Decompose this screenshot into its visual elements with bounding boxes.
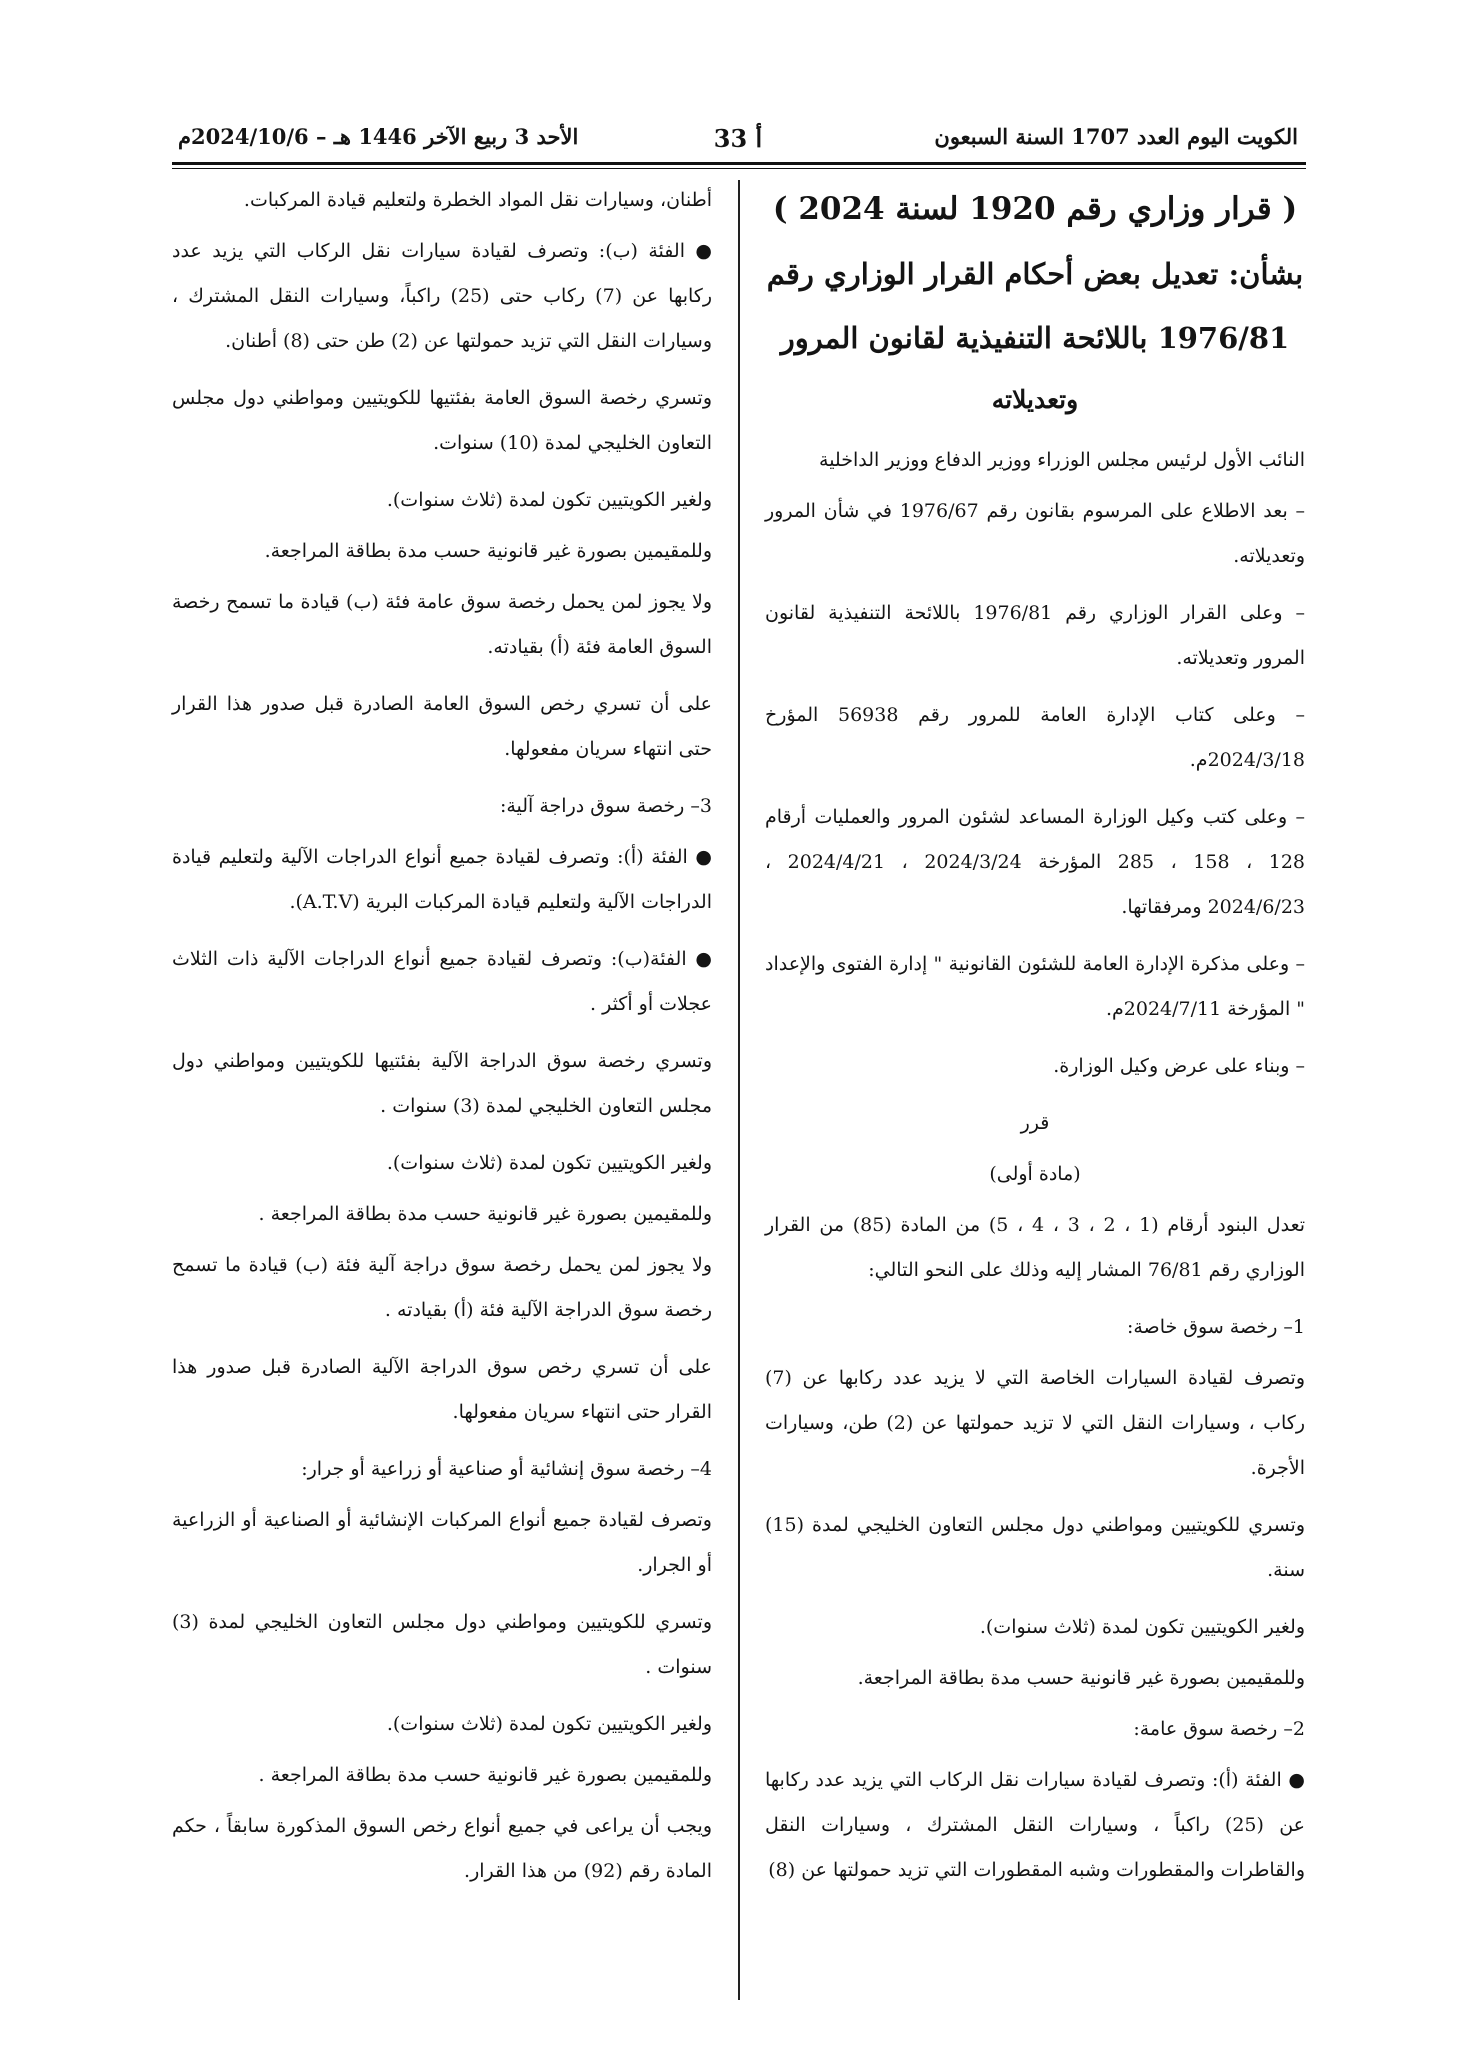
- article-paragraph: تعدل البنود أرقام (1 ، 2 ، 3 ، 4 ، 5) من المادة (85) من القرار الوزاري رقم 76/81 المشار إليه وذلك على النحو التالي:: [765, 1214, 1306, 1281]
- body-paragraph: ولغير الكويتيين تكون لمدة (ثلاث سنوات).: [386, 1713, 712, 1735]
- preamble-paragraph: – وبناء على عرض وكيل الوزارة.: [1053, 1055, 1305, 1077]
- body-paragraph: ● الفئة (أ): وتصرف لقيادة سيارات نقل الركاب التي يزيد عدد ركابها عن (25) راكباً ، وسيارات النقل المشترك ، وسيارات النقل والقاطرات والمقطورات وشبه المقطورات التي تزيد حمولتها عن (8): [765, 1769, 1305, 1881]
- body-paragraph: وتصرف لقيادة جميع أنواع المركبات الإنشائية أو الصناعية أو الزراعية أو الجرار.: [172, 1509, 712, 1576]
- body-paragraph: ولا يجوز لمن يحمل رخصة سوق دراجة آلية فئة (ب) قيادة ما تسمح رخصة سوق الدراجة الآلية فئة (أ) بقيادته .: [172, 1254, 712, 1321]
- body-paragraph: وللمقيمين بصورة غير قانونية حسب مدة بطاقة المراجعة .: [258, 1764, 712, 1786]
- body-paragraph: وللمقيمين بصورة غير قانونية حسب مدة بطاقة المراجعة.: [264, 540, 712, 562]
- header-issue: الكويت اليوم العدد 1707 السنة السبعون: [934, 124, 1298, 149]
- column-divider: [738, 180, 740, 2000]
- decree-title: ( قرار وزاري رقم 1920 لسنة 2024 ): [772, 191, 1298, 227]
- preamble-paragraph: – وعلى كتاب الإدارة العامة للمرور رقم 56938 المؤرخ 2024/3/18م.: [765, 704, 1305, 771]
- body-paragraph: ولغير الكويتيين تكون لمدة (ثلاث سنوات).: [979, 1616, 1305, 1638]
- body-paragraph: على أن تسري رخص السوق العامة الصادرة قبل صدور هذا القرار حتى انتهاء سريان مفعولها.: [172, 693, 712, 760]
- body-paragraph: ● الفئة (أ): وتصرف لقيادة جميع أنواع الدراجات الآلية ولتعليم قيادة الدراجات الآلية ولتعليم قيادة المركبات البرية (A.T.V).: [172, 846, 712, 913]
- header-page-number: أ 33: [713, 124, 763, 153]
- body-paragraph: أطنان، وسيارات نقل المواد الخطرة ولتعليم قيادة المركبات.: [243, 189, 712, 211]
- preamble-paragraph: – وعلى كتب وكيل الوزارة المساعد لشئون المرور والعمليات أرقام 128 ، 158 ، 285 المؤرخة 2024/3/24 ، 2024/4/21 ، 2024/6/23 ومرفقاتها.: [765, 806, 1306, 918]
- decree-subject-line-2: 1976/81 باللائحة التنفيذية لقانون المرور: [780, 321, 1290, 355]
- body-paragraph: ولا يجوز لمن يحمل رخصة سوق عامة فئة (ب) قيادة ما تسمح رخصة السوق العامة فئة (أ) بقيادته.: [172, 591, 712, 658]
- left-column: [172, 178, 712, 1906]
- decided-heading: قرر: [1020, 1112, 1050, 1134]
- item-heading: 3– رخصة سوق دراجة آلية:: [499, 795, 712, 817]
- body-paragraph: ● الفئة (ب): وتصرف لقيادة سيارات نقل الركاب التي يزيد عدد ركابها عن (7) ركاب حتى (25) راكباً، وسيارات النقل المشترك ، وسيارات النقل التي تزيد حمولتها عن (2) طن حتى (8) أطنان.: [172, 240, 712, 352]
- page-header: [178, 118, 1298, 162]
- header-date: الأحد 3 ربيع الآخر 1446 هـ – 2024/10/6م: [178, 124, 579, 149]
- body-paragraph: وتسري رخصة سوق الدراجة الآلية بفئتيها للكويتيين ومواطني دول مجلس التعاون الخليجي لمدة (3) سنوات .: [172, 1050, 712, 1117]
- item-heading: 2– رخصة سوق عامة:: [1133, 1718, 1305, 1740]
- item-heading: 1– رخصة سوق خاصة:: [1126, 1316, 1305, 1338]
- body-paragraph: وتسري رخصة السوق العامة بفئتيها للكويتيين ومواطني دول مجلس التعاون الخليجي لمدة (10) سنوات.: [172, 387, 712, 454]
- item-heading: 4– رخصة سوق إنشائية أو صناعية أو زراعية أو جرار:: [301, 1458, 712, 1480]
- body-paragraph: وتصرف لقيادة السيارات الخاصة التي لا يزيد عدد ركابها عن (7) ركاب ، وسيارات النقل التي لا تزيد حمولتها عن (2) طن، وسيارات الأجرة.: [765, 1367, 1305, 1479]
- body-paragraph: وللمقيمين بصورة غير قانونية حسب مدة بطاقة المراجعة.: [857, 1667, 1305, 1689]
- body-paragraph: وتسري للكويتيين ومواطني دول مجلس التعاون الخليجي لمدة (3) سنوات .: [172, 1611, 712, 1678]
- body-paragraph: ولغير الكويتيين تكون لمدة (ثلاث سنوات).: [386, 489, 712, 511]
- issuer-paragraph: النائب الأول لرئيس مجلس الوزراء ووزير الدفاع ووزير الداخلية: [819, 449, 1305, 471]
- decree-subject-line-1: بشأن: تعديل بعض أحكام القرار الوزاري رقم: [766, 257, 1304, 291]
- header-rule-thin: [172, 168, 1306, 169]
- body-paragraph: على أن تسري رخص سوق الدراجة الآلية الصادرة قبل صدور هذا القرار حتى انتهاء سريان مفعولها.: [172, 1356, 712, 1423]
- preamble-paragraph: – بعد الاطلاع على المرسوم بقانون رقم 1976/67 في شأن المرور وتعديلاته.: [765, 500, 1305, 567]
- header-rule: [172, 162, 1306, 165]
- preamble-paragraph: – وعلى مذكرة الإدارة العامة للشئون القانونية " إدارة الفتوى والإعداد " المؤرخة 2024/7/11م.: [765, 953, 1305, 1020]
- body-paragraph: وللمقيمين بصورة غير قانونية حسب مدة بطاقة المراجعة .: [258, 1203, 712, 1225]
- preamble-paragraph: – وعلى القرار الوزاري رقم 1976/81 باللائحة التنفيذية لقانون المرور وتعديلاته.: [765, 602, 1305, 669]
- body-paragraph: ● الفئة(ب): وتصرف لقيادة جميع أنواع الدراجات الآلية ذات الثلاث عجلات أو أكثر .: [172, 948, 712, 1015]
- body-paragraph: وتسري للكويتيين ومواطني دول مجلس التعاون الخليجي لمدة (15) سنة.: [765, 1514, 1305, 1581]
- decree-subject-line-3: وتعديلاته: [991, 385, 1079, 414]
- article-heading: (مادة أولى): [989, 1163, 1081, 1185]
- right-column: [765, 178, 1305, 1905]
- body-paragraph: ويجب أن يراعى في جميع أنواع رخص السوق المذكورة سابقاً ، حكم المادة رقم (92) من هذا القرار.: [172, 1815, 712, 1882]
- body-paragraph: ولغير الكويتيين تكون لمدة (ثلاث سنوات).: [386, 1152, 712, 1174]
